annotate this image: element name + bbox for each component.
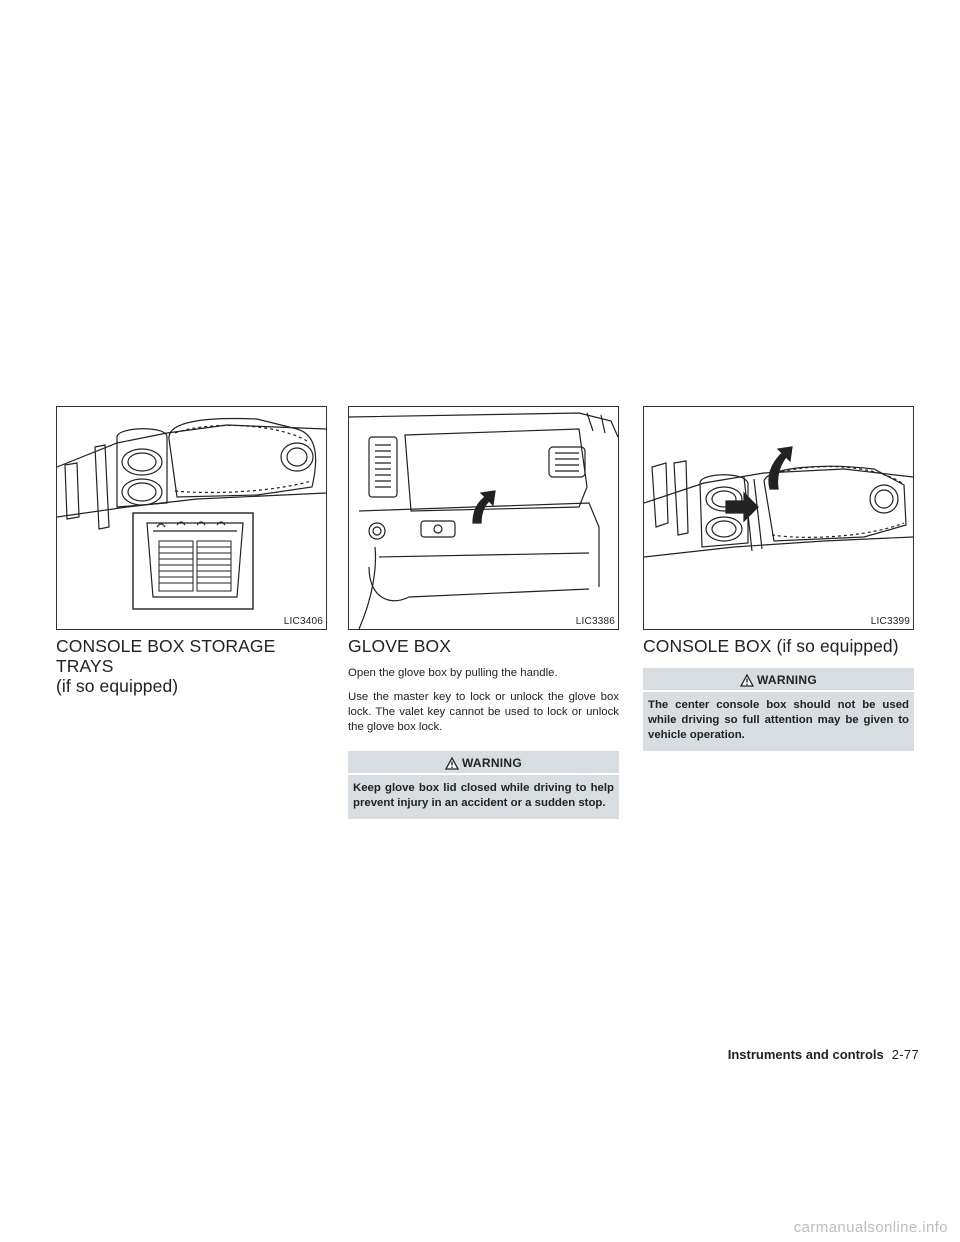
warning-text: Keep glove box lid closed while driving to help prevent injury in an accident or a sudden stop.	[353, 782, 614, 809]
body-paragraph-2: Use the master key to lock or unlock the glove box lock. The valet key cannot be used to lock or unlock the glove box lock.	[348, 691, 619, 733]
column-console-box	[643, 406, 914, 751]
warning-header	[643, 668, 914, 692]
warning-box	[643, 668, 914, 751]
section-heading	[56, 636, 327, 696]
column-console-trays	[56, 406, 327, 696]
figure-id-label: LIC3406	[283, 616, 323, 627]
warning-triangle-icon	[445, 757, 459, 770]
section-heading: GLOVE BOX	[348, 636, 452, 656]
footer-section-title: Instruments and controls	[727, 1047, 884, 1062]
body-paragraph-1: Open the glove box by pulling the handle.	[348, 667, 558, 679]
warning-title: WARNING	[756, 673, 818, 687]
figure-console-storage-trays	[56, 406, 327, 630]
figure-console-box	[643, 406, 914, 630]
column-glove-box	[348, 406, 619, 819]
section-heading: CONSOLE BOX (if so equipped)	[643, 636, 899, 656]
page-footer	[643, 1047, 919, 1062]
console-trays-illustration	[57, 407, 326, 629]
warning-box	[348, 751, 619, 819]
warning-title: WARNING	[461, 756, 523, 770]
warning-header	[348, 751, 619, 775]
watermark-text: carmanualsonline.info	[0, 1219, 960, 1242]
warning-text: The center console box should not be used while driving so full attention may be given to vehicle operation.	[648, 699, 909, 741]
figure-id-label: LIC3386	[575, 616, 615, 627]
page-number: 2-77	[891, 1047, 919, 1062]
glove-box-illustration	[349, 407, 618, 629]
warning-triangle-icon	[740, 674, 754, 687]
heading-line-1: CONSOLE BOX STORAGE TRAYS	[56, 636, 276, 676]
figure-id-label: LIC3399	[870, 616, 910, 627]
console-box-illustration	[644, 407, 913, 629]
figure-glove-box	[348, 406, 619, 630]
heading-line-2: (if so equipped)	[56, 676, 179, 696]
